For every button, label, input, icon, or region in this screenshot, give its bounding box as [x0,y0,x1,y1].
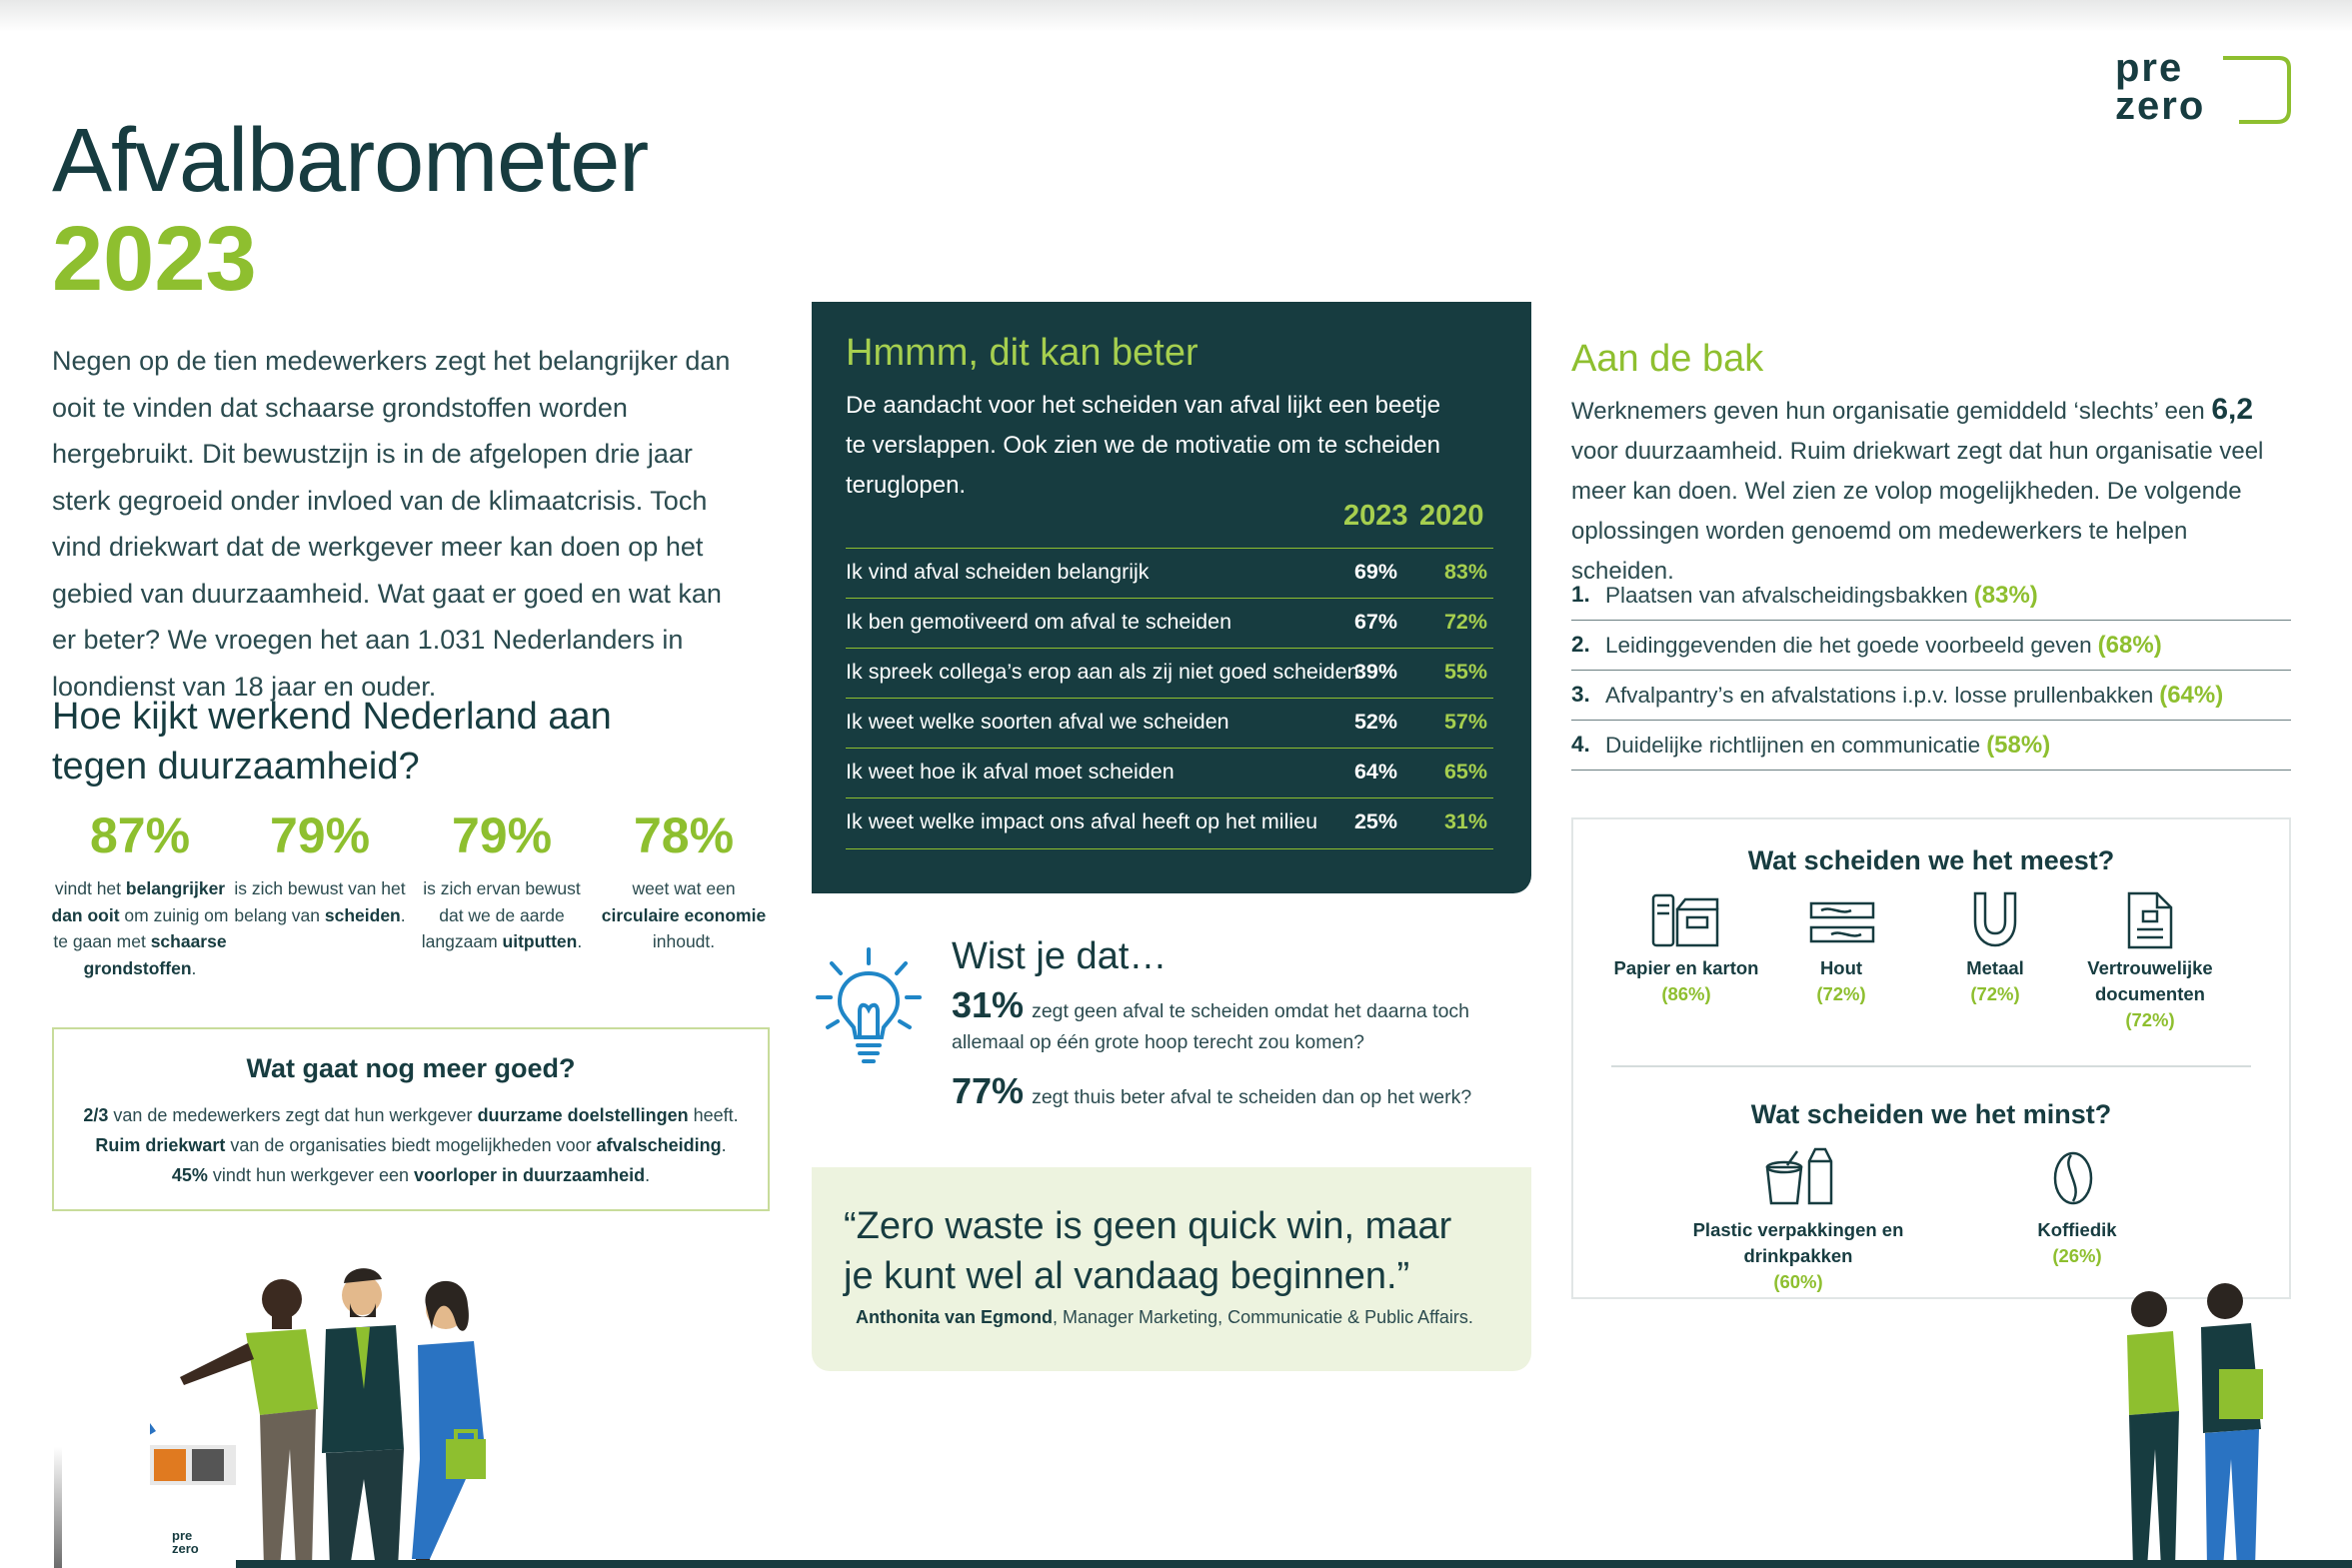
stat-description: vindt het belangrijker dan ooit om zuinig om te gaan met schaarse grondstoffen. [51,878,229,978]
table-row [846,648,1493,699]
fact-item [952,1070,1491,1113]
good-news-line: 45% vindt hun werkgever een voorloper in duurzaamheid. [171,1165,651,1185]
most-separated-item: Metaal (72%) [1966,957,2024,1004]
value-2023: 64% [1353,760,1397,784]
table-row [846,548,1493,599]
value-2023: 52% [1353,710,1397,734]
good-news-title: Wat gaat nog meer goed? [246,1053,576,1083]
good-news-line: Ruim driekwart van de organisaties biedt mogelijkheden voor afvalscheiding. [95,1135,727,1155]
solutions-title: Aan de bak [1571,338,1764,380]
people-illustration [150,1259,540,1568]
logo-frame-icon [2111,50,2291,130]
logo-line-1: pre [2115,46,2184,90]
column-header-2020: 2020 [1419,500,1484,532]
table-row [846,797,1493,849]
stat-percentage: 79% [451,807,553,863]
people-illustration-right [2099,1279,2299,1568]
most-separated-item: Vertrouwelijke documenten (72%) [2087,957,2213,1030]
quote-box [812,1167,1531,1371]
stat-item [412,807,592,955]
value-2020: 55% [1443,660,1487,684]
page-year: 2023 [52,208,257,310]
value-2020: 31% [1443,809,1487,833]
least-separated-item: Koffiedik (26%) [2037,1219,2117,1266]
logo-line-2: zero [2115,84,2206,128]
value-2020: 65% [1443,760,1487,784]
solution-item: 2. Leidinggevenden die het goede voorbeeld geven (68%) [1571,620,2291,671]
stat-percentage: 78% [633,807,735,863]
page-title: Afvalbarometer [52,111,649,211]
coffee-bean-icon [2051,1149,2095,1207]
solution-item: 1. Plaatsen van afvalscheidingsbakken (83%) [1571,570,2291,621]
value-2020: 72% [1443,610,1487,634]
solution-item: 4. Duidelijke richtlijnen en communicatie (58%) [1571,720,2291,771]
good-news-line: 2/3 van de medewerkers zegt dat hun werkgever duurzame doelstellingen heeft. [83,1105,739,1125]
fact-text: zegt geen afval te scheiden omdat het daarna toch allemaal op één grote hoop terecht zou komen? [952,1000,1470,1053]
quote-text: “Zero waste is geen quick win, maar je kunt wel al vandaag beginnen.” [844,1205,1452,1297]
row-label: Ik spreek collega’s erop aan als zij niet goed scheiden [846,660,1359,684]
improvement-intro: De aandacht voor het scheiden van afval lijkt een beetje te verslappen. Ook zien we de motivatie om te scheiden teruglopen. [846,392,1441,499]
magnet-icon [1967,889,2023,949]
footer-bar [236,1560,2352,1568]
value-2023: 69% [1353,560,1397,584]
paper-icon [1651,889,1721,949]
good-news-box [52,1027,770,1211]
column-header-2023: 2023 [1343,500,1408,532]
solutions-intro: Werknemers geven hun organisatie gemiddeld ‘slechts’ een 6,2 voor duurzaamheid. Ruim driekwart zegt dat hun organisatie veel meer kan doen. Wel zien ze volop mogelijkheden. De volgende oplossingen worden genoemd om medewerkers te helpen scheiden. [1571,393,2264,585]
least-separated-title: Wat scheiden we het minst? [1750,1099,2112,1129]
improvement-title: Hmmm, dit kan beter [846,332,1198,374]
row-label: Ik vind afval scheiden belangrijk [846,560,1150,584]
table-row [846,698,1493,749]
quote-author: Anthonita van Egmond, Manager Marketing, Communicatie & Public Affairs. [856,1307,1473,1327]
divider [1611,1065,2251,1067]
solution-item: 3. Afvalpantry’s en afvalstations i.p.v. losse prullenbakken (64%) [1571,670,2291,721]
did-you-know-title: Wist je dat… [952,935,1168,977]
value-2023: 25% [1353,809,1397,833]
stat-description: is zich ervan bewust dat we de aarde langzaam uitputten. [421,878,583,951]
intro-text: Negen op de tien medewerkers zegt het belangrijker dan ooit te vinden dat schaarse grondstoffen worden hergebruikt. Dit bewustzijn is in de afgelopen drie jaar sterk gegroeid onder invloed van de klimaatcrisis. Toch vind driekwart dat de werkgever meer kan doen op het gebied van duurzaamheid. Wat gaat er goed en wat kan er beter? We vroegen het aan 1.031 Nederlanders in loondienst van 18 jaar en ouder. [52,346,731,702]
table-row [846,598,1493,649]
stat-percentage: 87% [89,807,191,863]
fact-percentage: 77% [952,1070,1025,1111]
stat-item [594,807,774,955]
fact-percentage: 31% [952,984,1025,1025]
value-2023: 67% [1353,610,1397,634]
most-separated-item: Hout (72%) [1816,957,1866,1004]
lightbulb-icon [814,945,924,1065]
stat-percentage: 79% [269,807,371,863]
small-logo-line-1: pre [172,1528,193,1543]
document-icon [2125,889,2175,951]
row-label: Ik weet welke soorten afval we scheiden [846,710,1229,734]
least-separated-item: Plastic verpakkingen en drinkpakken (60%) [1692,1219,1904,1292]
stat-description: weet wat een circulaire economie inhoudt. [601,878,767,951]
fact-item [952,984,1491,1058]
wood-icon [1807,897,1877,947]
top-shadow [0,0,2352,32]
value-2020: 83% [1443,560,1487,584]
table-row [846,748,1493,798]
prezero-logo [2111,46,2291,130]
stat-item [230,807,410,928]
value-2023: 39% [1353,660,1397,684]
row-label: Ik weet welke impact ons afval heeft op het milieu [846,809,1318,833]
plastic-packaging-icon [1763,1145,1839,1207]
prezero-small-logo [172,1528,232,1563]
improvement-panel [812,302,1531,893]
bin-shadow [54,1447,62,1568]
row-label: Ik weet hoe ik afval moet scheiden [846,760,1175,784]
small-logo-line-2: zero [172,1541,199,1556]
survey-heading: Hoe kijkt werkend Nederland aan tegen duurzaamheid? [52,696,612,787]
value-2020: 57% [1443,710,1487,734]
most-separated-item: Papier en karton (86%) [1613,957,1759,1004]
fact-text: zegt thuis beter afval te scheiden dan op het werk? [1032,1086,1472,1108]
most-separated-title: Wat scheiden we het meest? [1747,845,2115,875]
stat-description: is zich bewust van het belang van scheiden. [234,878,406,925]
row-label: Ik ben gemotiveerd om afval te scheiden [846,610,1232,634]
stat-item [50,807,230,981]
